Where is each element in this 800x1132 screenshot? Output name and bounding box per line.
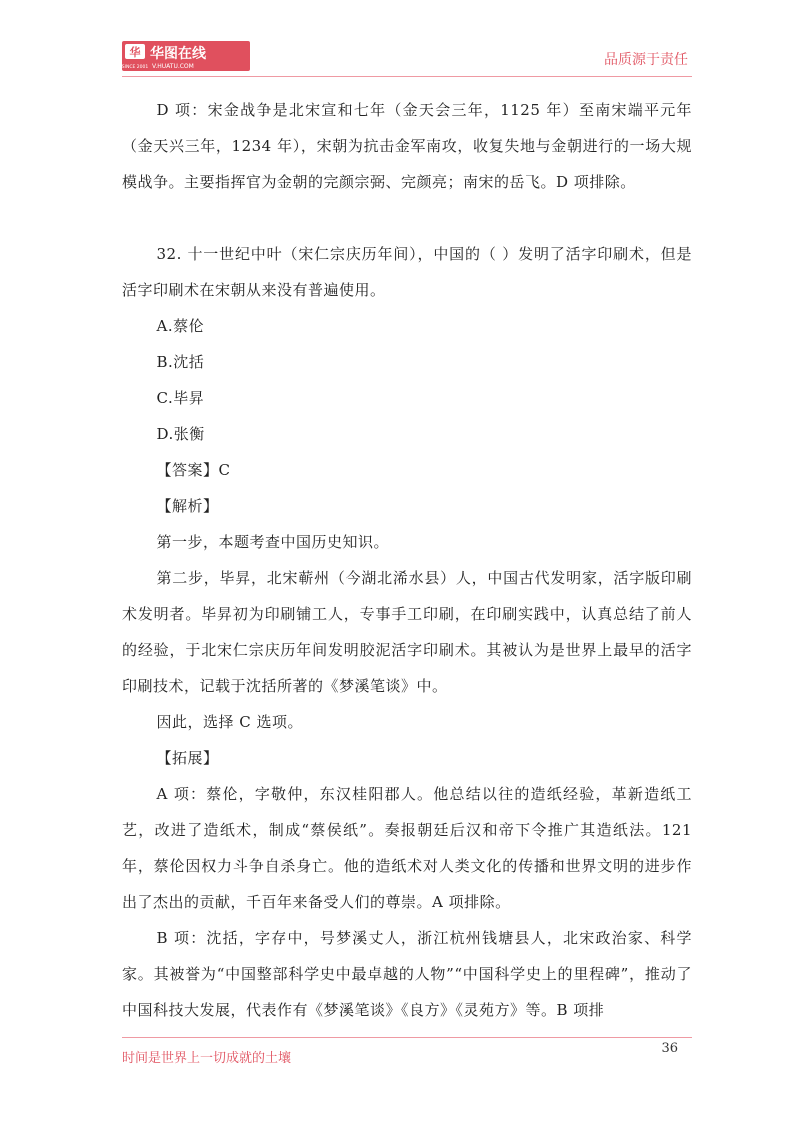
- header-divider: [122, 76, 692, 77]
- analysis-step-2: 第二步，毕昇，北宋蕲州（今湖北浠水县）人，中国古代发明家，活字版印刷术发明者。毕昇初为印刷铺工人，专事手工印刷，在印刷实践中，认真总结了前人的经验，于北宋仁宗庆历年间发明胶泥活字印刷术。其被认为是世界上最早的活字印刷技术，记载于沈括所著的《梦溪笔谈》中。: [122, 569, 692, 695]
- svg-text:SINCE 2001: SINCE 2001: [122, 65, 149, 70]
- analysis-heading: 【解析】: [156, 497, 219, 515]
- answer-line: 【答案】C: [156, 461, 231, 479]
- extension-a: A 项：蔡伦，字敬仲，东汉桂阳郡人。他总结以往的造纸经验，革新造纸工艺，改进了造纸术，制成“蔡侯纸”。奏报朝廷后汉和帝下令推广其造纸法。121 年，蔡伦因权力斗争自杀身亡。他的造纸术对人类文化的传播和世界文明的进步作出了杰出的贡献，千百年来备受人们的尊崇。A 项排除。: [122, 785, 692, 911]
- header-slogan: 品质源于责任: [604, 52, 688, 68]
- extension-heading: 【拓展】: [156, 749, 219, 767]
- huatu-logo: [122, 41, 250, 71]
- footer-divider: [122, 1037, 692, 1038]
- svg-text:华: 华: [129, 46, 141, 59]
- analysis-conclusion: 因此，选择 C 选项。: [156, 713, 304, 731]
- extension-b: B 项：沈括，字存中，号梦溪丈人，浙江杭州钱塘县人，北宋政治家、科学家。其被誉为“中国整部科学史中最卓越的人物”“中国科学史上的里程碑”，推动了中国科技大发展，代表作有《梦溪笔谈》《良方》《灵苑方》等。B 项排: [122, 929, 692, 1019]
- document-body: [122, 92, 692, 1028]
- svg-text:V.HUATU.COM: V.HUATU.COM: [152, 63, 194, 70]
- option-a: A.蔡伦: [156, 317, 205, 335]
- page-number: 36: [661, 1041, 678, 1056]
- blank-line: [122, 200, 692, 236]
- page-header: [0, 0, 800, 80]
- paragraph-d-option-song-jin: D 项：宋金战争是北宋宣和七年（金天会三年，1125 年）至南宋端平元年（金天兴三年，1234 年），宋朝为抗击金军南攻，收复失地与金朝进行的一场大规模战争。主要指挥官为金朝的完颜宗弼、完颜亮；南宋的岳飞。D 项排除。: [122, 101, 692, 191]
- question-32-stem: 32. 十一世纪中叶（宋仁宗庆历年间），中国的（ ）发明了活字印刷术，但是活字印刷术在宋朝从来没有普遍使用。: [122, 245, 692, 299]
- svg-text:华图在线: 华图在线: [150, 46, 206, 62]
- option-b: B.沈括: [156, 353, 205, 371]
- option-d: D.张衡: [156, 425, 205, 443]
- option-c: C.毕昇: [156, 389, 205, 407]
- analysis-step-1: 第一步，本题考查中国历史知识。: [156, 533, 390, 551]
- footer-slogan: 时间是世界上一切成就的土壤: [122, 1051, 292, 1066]
